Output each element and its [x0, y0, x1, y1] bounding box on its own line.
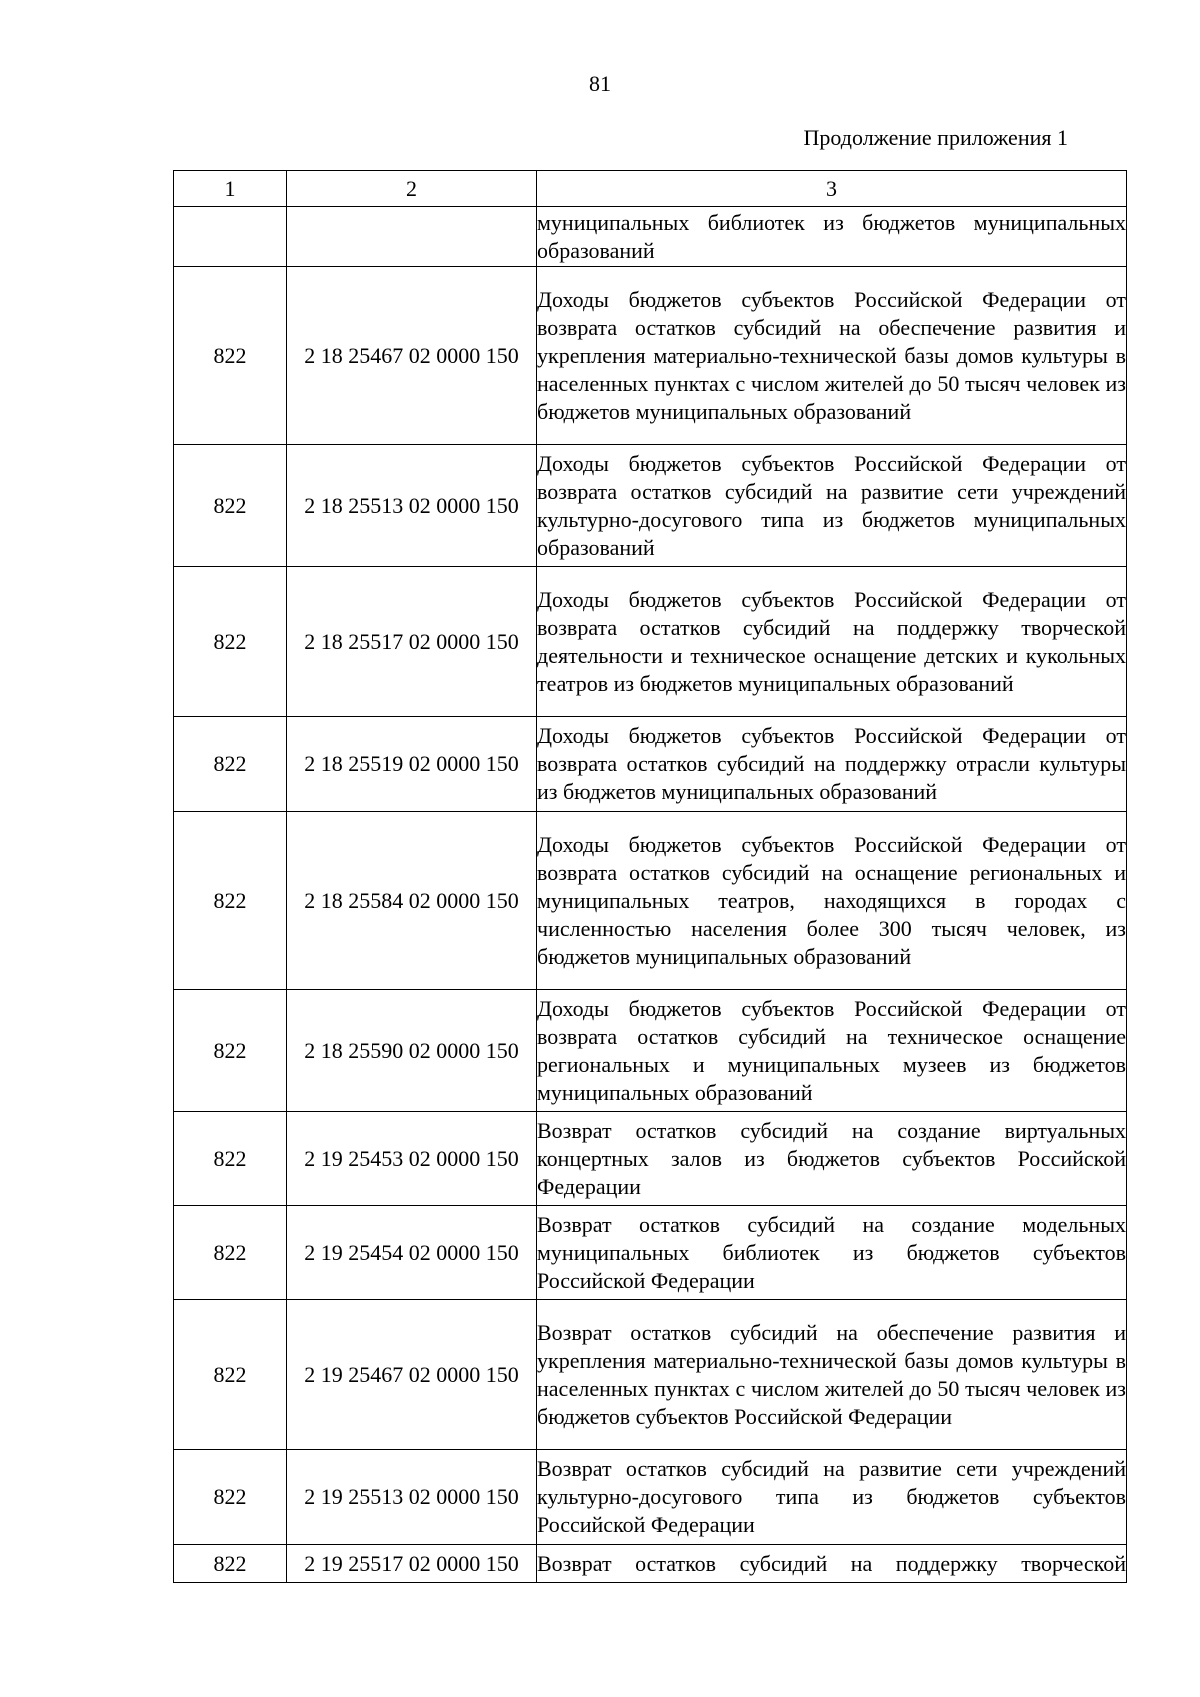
revenue-codes-table	[173, 170, 1127, 1583]
description-cell: Доходы бюджетов субъектов Российской Федерации от возврата остатков субсидий на развитие сети учреждений культурно-досугового типа из бюджетов муниципальных образований	[537, 445, 1127, 567]
budget-code-cell	[287, 207, 537, 267]
admin-code-cell: 822	[174, 567, 287, 717]
table-header-row	[174, 171, 1127, 207]
admin-code-cell: 822	[174, 267, 287, 445]
description-cell: муниципальных библиотек из бюджетов муниципальных образований	[537, 207, 1127, 267]
budget-code-cell: 2 18 25517 02 0000 150	[287, 567, 537, 717]
table-row	[174, 990, 1127, 1112]
description-cell: Возврат остатков субсидий на развитие сети учреждений культурно-досугового типа из бюджетов субъектов Российской Федерации	[537, 1450, 1127, 1545]
column-header-3: 3	[537, 171, 1127, 207]
description-cell: Доходы бюджетов субъектов Российской Федерации от возврата остатков субсидий на поддержку творческой деятельности и техническое оснащение детских и кукольных театров из бюджетов муниципальных образований	[537, 567, 1127, 717]
admin-code-cell: 822	[174, 1545, 287, 1583]
admin-code-cell: 822	[174, 1300, 287, 1450]
table-row	[174, 1300, 1127, 1450]
table-row	[174, 1450, 1127, 1545]
description-cell: Возврат остатков субсидий на создание модельных муниципальных библиотек из бюджетов субъектов Российской Федерации	[537, 1206, 1127, 1300]
admin-code-cell: 822	[174, 445, 287, 567]
table-row	[174, 717, 1127, 812]
budget-code-cell: 2 19 25453 02 0000 150	[287, 1112, 537, 1206]
budget-code-cell: 2 18 25590 02 0000 150	[287, 990, 537, 1112]
budget-code-cell: 2 19 25513 02 0000 150	[287, 1450, 537, 1545]
admin-code-cell: 822	[174, 812, 287, 990]
budget-code-cell: 2 19 25517 02 0000 150	[287, 1545, 537, 1583]
table-row	[174, 1206, 1127, 1300]
description-cell: Возврат остатков субсидий на обеспечение развития и укрепления материально-технической базы домов культуры в населенных пунктах с числом жителей до 50 тысяч человек из бюджетов субъектов Российской Федерации	[537, 1300, 1127, 1450]
description-cell: Возврат остатков субсидий на поддержку творческой	[537, 1545, 1127, 1583]
table-row	[174, 1545, 1127, 1583]
description-cell: Доходы бюджетов субъектов Российской Федерации от возврата остатков субсидий на обеспечение развития и укрепления материально-технической базы домов культуры в населенных пунктах с числом жителей до 50 тысяч человек из бюджетов муниципальных образований	[537, 267, 1127, 445]
page-number: 81	[589, 71, 611, 96]
admin-code-cell: 822	[174, 1112, 287, 1206]
admin-code-cell: 822	[174, 717, 287, 812]
table-row	[174, 1112, 1127, 1206]
description-cell: Доходы бюджетов субъектов Российской Федерации от возврата остатков субсидий на оснащение региональных и муниципальных театров, находящихся в городах с численностью населения более 300 тысяч человек, из бюджетов муниципальных образований	[537, 812, 1127, 990]
table-row	[174, 207, 1127, 267]
budget-code-cell: 2 18 25467 02 0000 150	[287, 267, 537, 445]
description-cell: Возврат остатков субсидий на создание виртуальных концертных залов из бюджетов субъектов Российской Федерации	[537, 1112, 1127, 1206]
table-row	[174, 267, 1127, 445]
budget-code-cell: 2 18 25513 02 0000 150	[287, 445, 537, 567]
description-cell: Доходы бюджетов субъектов Российской Федерации от возврата остатков субсидий на техническое оснащение региональных и муниципальных музеев из бюджетов муниципальных образований	[537, 990, 1127, 1112]
table-row	[174, 445, 1127, 567]
column-header-1: 1	[174, 171, 287, 207]
budget-code-cell: 2 18 25519 02 0000 150	[287, 717, 537, 812]
budget-code-cell: 2 19 25454 02 0000 150	[287, 1206, 537, 1300]
description-cell: Доходы бюджетов субъектов Российской Федерации от возврата остатков субсидий на поддержку отрасли культуры из бюджетов муниципальных образований	[537, 717, 1127, 812]
admin-code-cell: 822	[174, 1206, 287, 1300]
column-header-2: 2	[287, 171, 537, 207]
table-row	[174, 812, 1127, 990]
admin-code-cell: 822	[174, 1450, 287, 1545]
admin-code-cell	[174, 207, 287, 267]
admin-code-cell: 822	[174, 990, 287, 1112]
appendix-continuation-note: Продолжение приложения 1	[803, 125, 1068, 150]
budget-code-cell: 2 18 25584 02 0000 150	[287, 812, 537, 990]
budget-code-cell: 2 19 25467 02 0000 150	[287, 1300, 537, 1450]
table-row	[174, 567, 1127, 717]
